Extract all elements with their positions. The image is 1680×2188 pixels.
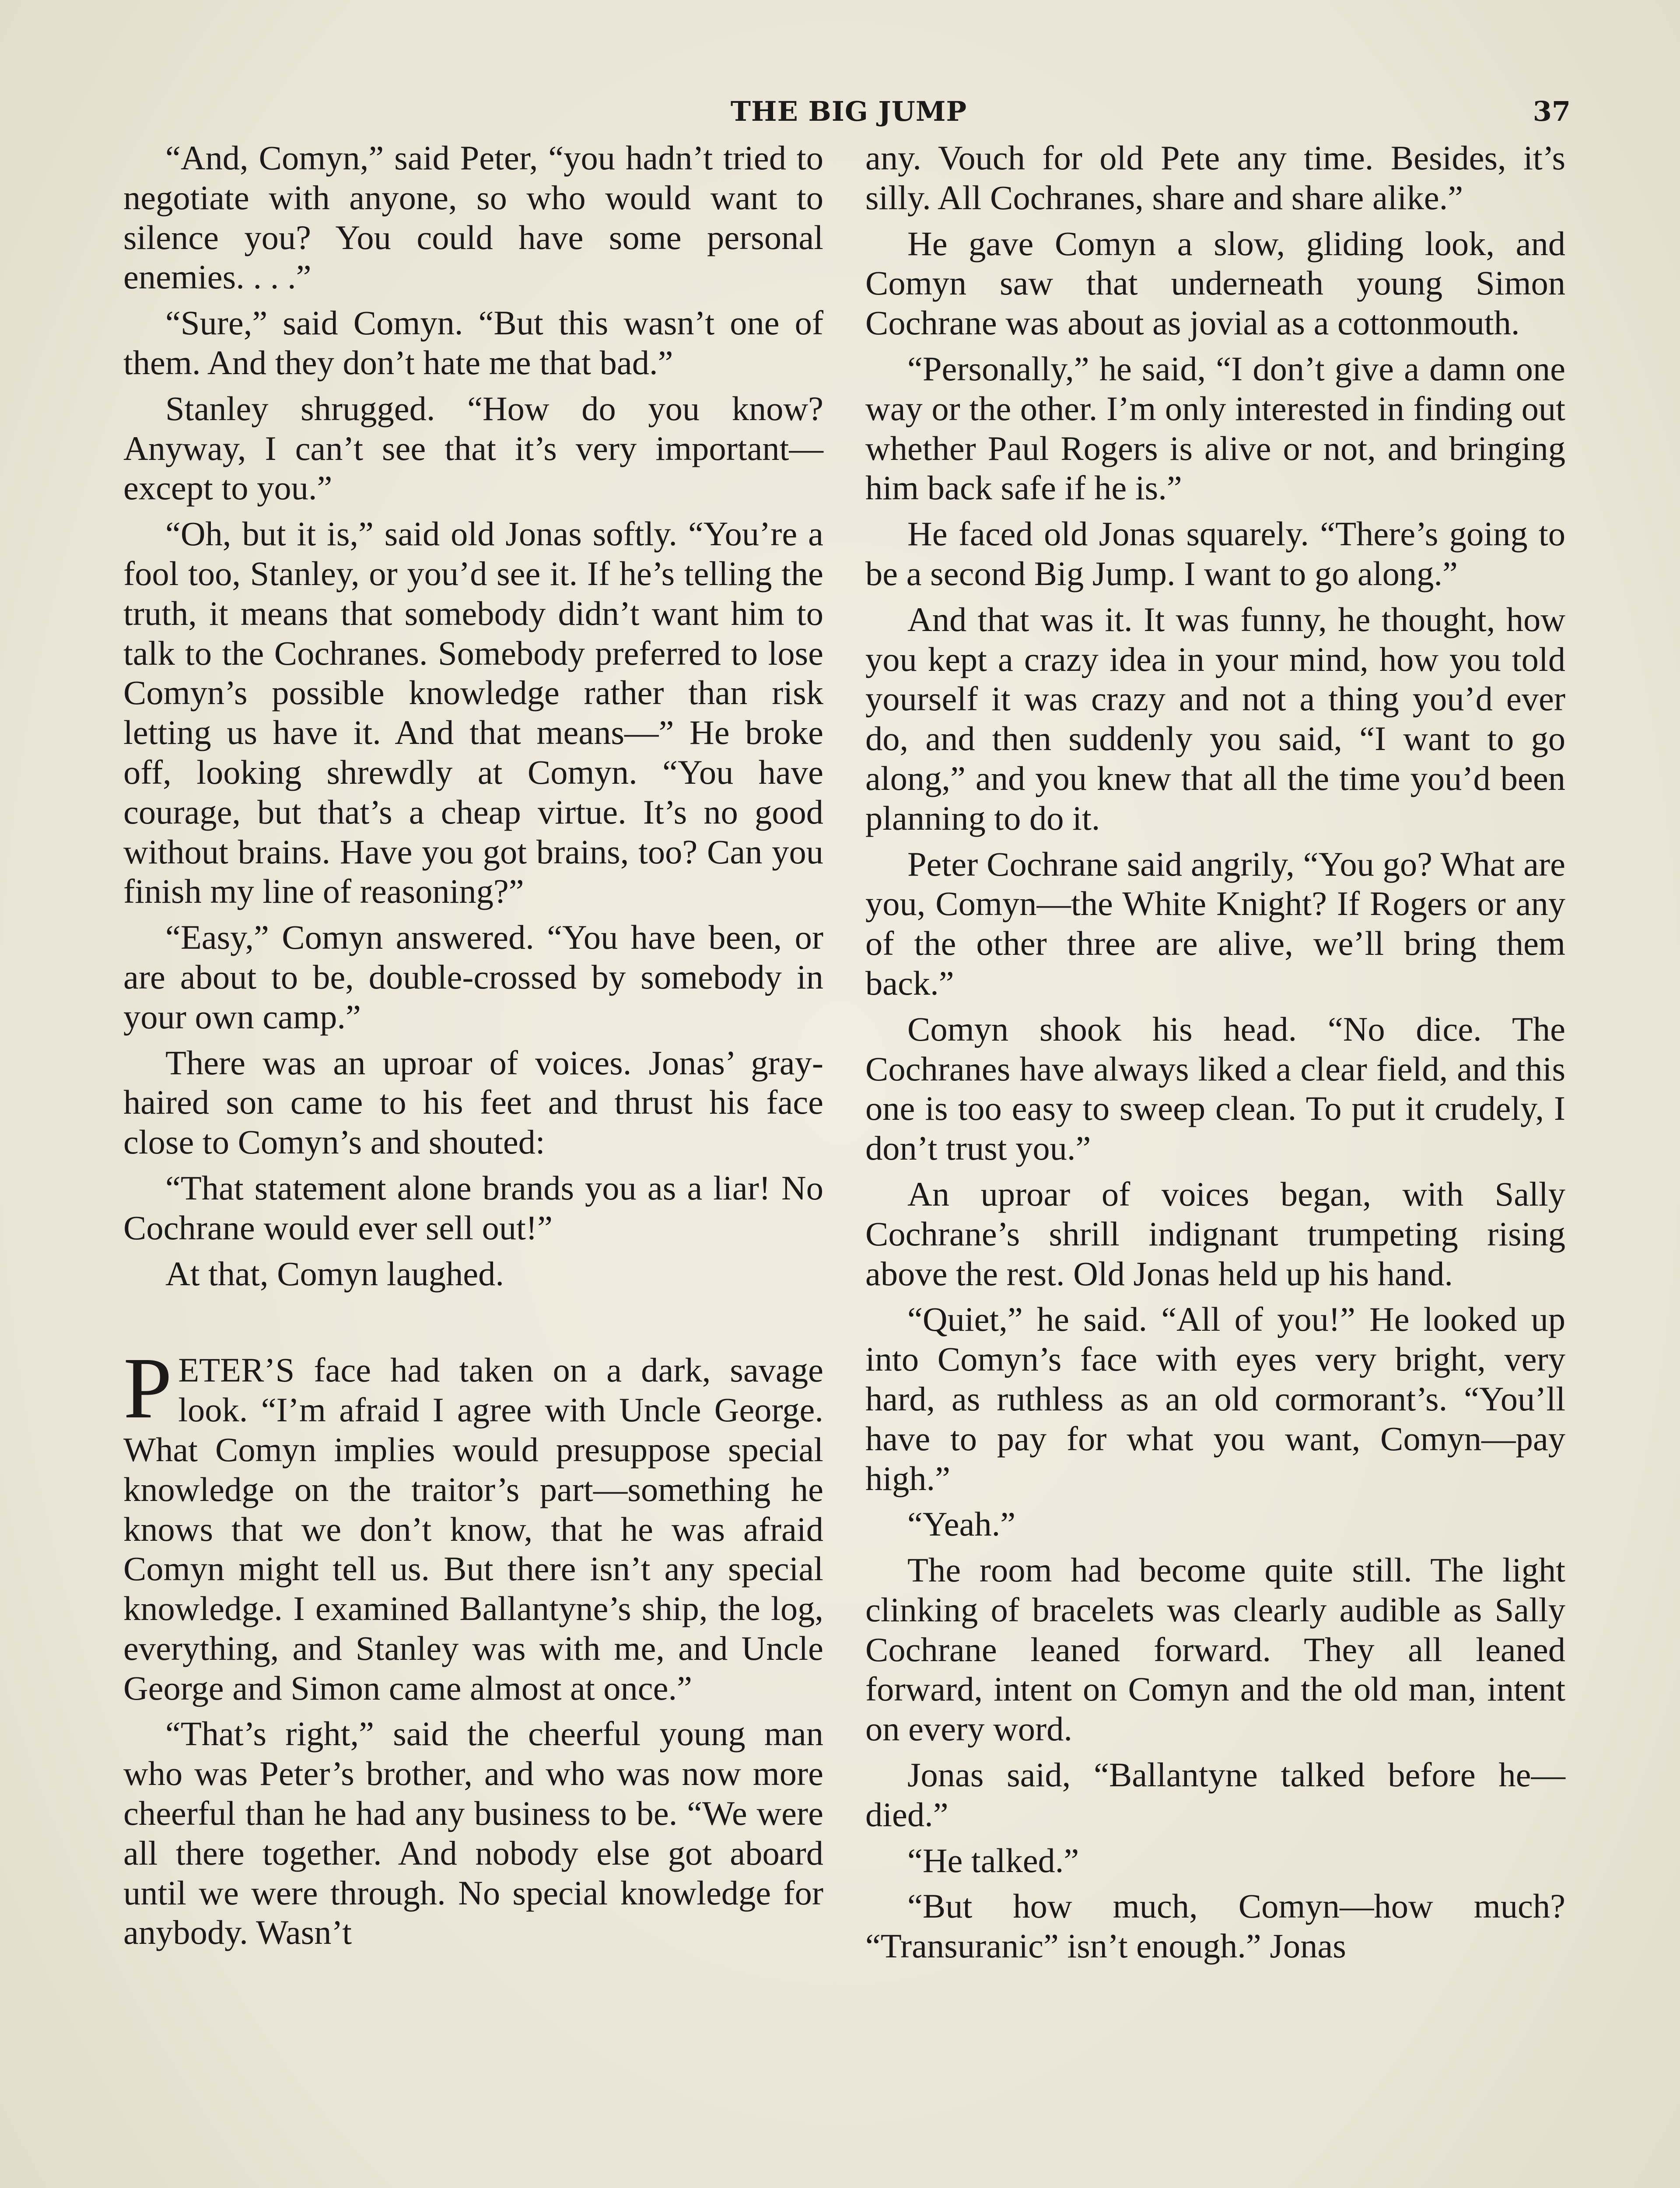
paragraph-continued: any. Vouch for old Pete any time. Besides, it’s silly. All Cochranes, share and share alike.” [865, 139, 1565, 217]
paragraph: Jonas said, “Ballantyne talked before he—died.” [865, 1756, 1565, 1834]
page-header [127, 95, 1571, 139]
paragraph: He gave Comyn a slow, gliding look, and Comyn saw that underneath young Simon Cochrane was about as jovial as a cottonmouth. [865, 224, 1565, 342]
paragraph: An uproar of voices began, with Sally Cochrane’s shrill indignant trumpeting rising above the rest. Old Jonas held up his hand. [865, 1175, 1565, 1293]
paragraph: “Sure,” said Comyn. “But this wasn’t one of them. And they don’t hate me that bad.” [123, 304, 823, 382]
paragraph: “And, Comyn,” said Peter, “you hadn’t tried to negotiate with anyone, so who would want to silence you? You could have some personal enemies. . . .” [123, 139, 823, 296]
paragraph-text: ETER’S face had taken on a dark, savage look. “I’m afraid I agree with Uncle George. What Comyn implies would presuppose special knowledge on the traitor’s part—something he knows that we don’t know, that he was afraid Comyn might tell us. But there isn’t any special knowledge. I examined Ballantyne’s ship, the log, everything, and Stanley was with me, and Uncle George and Simon came almost at once.” [123, 1351, 823, 1707]
paragraph: “But how much, Comyn—how much? “Transuranic” isn’t enough.” Jonas [865, 1887, 1565, 1965]
paragraph: “He talked.” [907, 1841, 1079, 1879]
paragraph: Stanley shrugged. “How do you know? Anyway, I can’t see that it’s very important—except to you.” [123, 389, 823, 507]
paragraph: “Quiet,” he said. “All of you!” He looked up into Comyn’s face with eyes very bright, very hard, as ruthless as an old cormorant’s. “You’ll have to pay for what you want, Comyn—pay high.” [865, 1300, 1565, 1497]
paragraph: “Personally,” he said, “I don’t give a damn one way or the other. I’m only interested in finding out whether Paul Rogers is alive or not, and bringing him back safe if he is.” [865, 349, 1565, 507]
paragraph: At that, Comyn laughed. [165, 1254, 504, 1293]
paragraph: “Oh, but it is,” said old Jonas softly. “You’re a fool too, Stanley, or you’d see it. If he’s telling the truth, it means that somebody didn’t want him to talk to the Cochranes. Somebody preferred to lose Comyn’s possible knowledge rather than risk letting us have it. And that means—” He broke off, looking shrewdly at Comyn. “You have courage, but that’s a cheap virtue. It’s no good without brains. Have you got brains, too? Can you finish my line of reasoning?” [123, 515, 823, 911]
paragraph: Peter Cochrane said angrily, “You go? What are you, Comyn—the White Knight? If Rogers or any of the other three are alive, we’ll bring them back.” [865, 845, 1565, 1002]
section-opening-paragraph [123, 1340, 823, 1708]
paragraph: “Yeah.” [907, 1505, 1016, 1543]
running-title: THE BIG JUMP [730, 95, 967, 127]
paragraph: There was an uproar of voices. Jonas’ gray-haired son came to his feet and thrust his face close to Comyn’s and shouted: [123, 1043, 823, 1161]
drop-cap: P [123, 1340, 172, 1437]
paragraph: “That’s right,” said the cheerful young man who was Peter’s brother, and who was now more cheerful than he had any business to be. “We were all there together. And nobody else got aboard until we were through. No special knowledge for anybody. Wasn’t [123, 1715, 823, 1952]
paragraph: He faced old Jonas squarely. “There’s going to be a second Big Jump. I want to go along.” [865, 515, 1565, 593]
page-number: 37 [1533, 95, 1571, 127]
paragraph: The room had become quite still. The light clinking of bracelets was clearly audible as Sally Cochrane leaned forward. They all leaned forward, intent on Comyn and the old man, intent on every word. [865, 1551, 1565, 1748]
paragraph: Comyn shook his head. “No dice. The Cochranes have always liked a clear field, and this one is too easy to sweep clean. To put it crudely, I don’t trust you.” [865, 1010, 1565, 1168]
paragraph: “Easy,” Comyn answered. “You have been, or are about to be, double-crossed by somebody in your own camp.” [123, 918, 823, 1036]
paragraph: “That statement alone brands you as a liar! No Cochrane would ever sell out!” [123, 1168, 823, 1247]
right-column [865, 138, 1565, 1972]
paragraph: And that was it. It was funny, he thought, how you kept a crazy idea in your mind, how you told yourself it was crazy and not a thing you’d ever do, and then suddenly you said, “I want to go along,” and you knew that all the time you’d been planning to do it. [865, 600, 1565, 837]
left-column [123, 138, 823, 1959]
